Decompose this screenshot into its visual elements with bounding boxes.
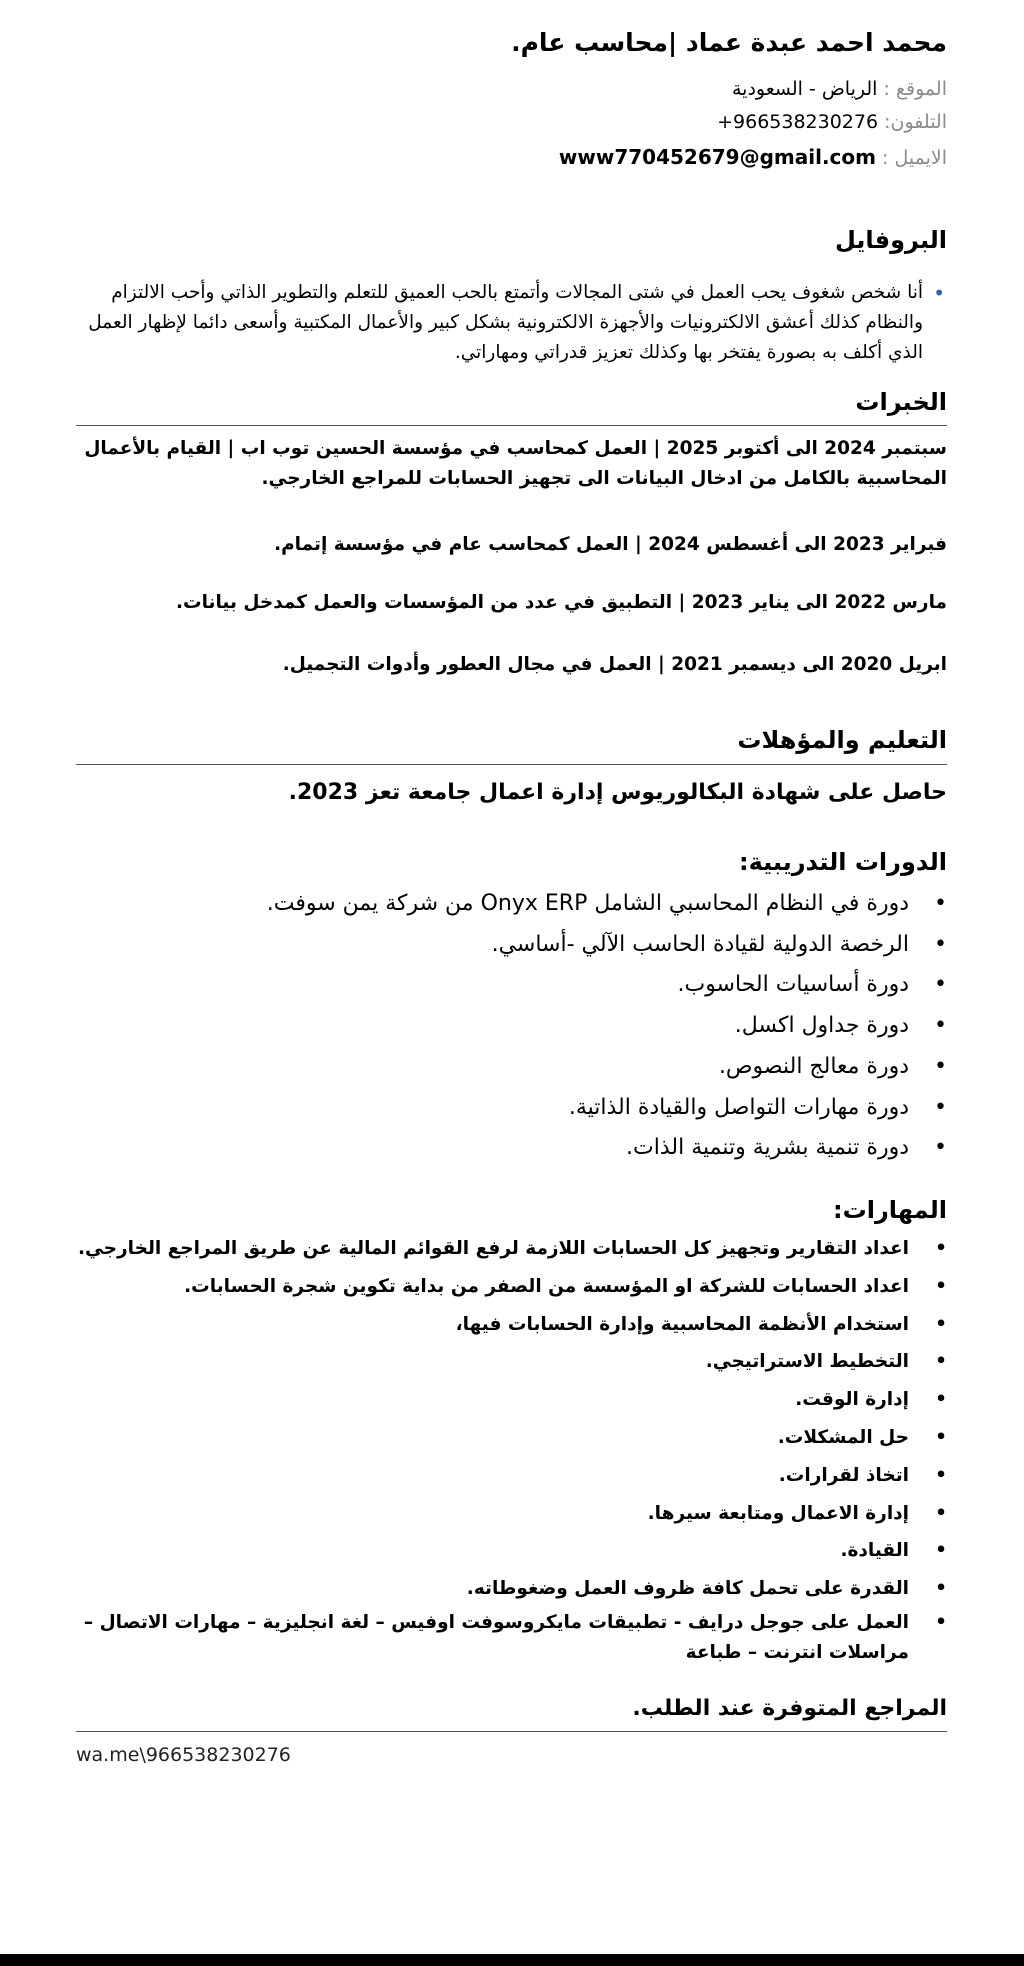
courses-title: الدورات التدريبية:: [738, 848, 947, 876]
skill-item: • استخدام الأنظمة المحاسبية وإدارة الحسابات فيها،: [76, 1306, 947, 1344]
course-item: • دورة معالج النصوص.: [267, 1047, 947, 1088]
skills-section: [76, 1230, 947, 1668]
profile-section: [76, 278, 947, 368]
course-item: • دورة في النظام المحاسبي الشامل Onyx ERP من شركة يمن سوفت.: [267, 884, 947, 925]
experience-item: ابريل 2020 الى ديسمبر 2021 | العمل في مجال العطور وأدوات التجميل.: [282, 654, 947, 675]
education-degree: حاصل على شهادة البكالوريوس إدارة اعمال جامعة تعز 2023.: [288, 780, 947, 805]
phone-line: [717, 111, 947, 133]
skill-item: • اعداد التقارير وتجهيز كل الحسابات اللازمة لرفع القوائم المالية عن طريق المراجع الخارجي.: [76, 1230, 947, 1268]
skill-item: • العمل على جوجل درايف - تطبيقات مايكروسوفت اوفيس – لغة انجليزية – مهارات الاتصال – مراسلات انترنت – طباعة: [76, 1608, 947, 1668]
phone-value: +966538230276: [717, 111, 879, 133]
resume-name: محمد احمد عبدة عماد |محاسب عام.: [511, 28, 947, 57]
skill-item: • إدارة الوقت.: [76, 1381, 947, 1419]
bottom-bar: [0, 1954, 1024, 1966]
email-label: الايميل :: [882, 147, 947, 169]
experience-item: سبتمبر 2024 الى أكتوبر 2025 | العمل كمحاسب في مؤسسة الحسين توب اب | القيام بالأعمال المحاسبية بالكامل من ادخال البيانات الى تجهيز الحسابات للمراجع الخارجي.: [84, 438, 947, 489]
course-item: • الرخصة الدولية لقيادة الحاسب الآلي -أساسي.: [267, 925, 947, 966]
courses-section: [267, 884, 947, 1169]
skill-item: • التخطيط الاستراتيجي.: [76, 1343, 947, 1381]
skill-item: • اتخاذ لقرارات.: [76, 1457, 947, 1495]
skills-title: المهارات:: [833, 1196, 947, 1224]
course-item: • دورة تنمية بشرية وتنمية الذات.: [267, 1128, 947, 1169]
location-line: [732, 78, 947, 100]
whatsapp-link[interactable]: wa.me\966538230276: [76, 1744, 291, 1766]
email-value[interactable]: www770452679@gmail.com: [558, 145, 876, 169]
skill-item: • القيادة.: [76, 1532, 947, 1570]
profile-text: • أنا شخص شغوف يحب العمل في شتى المجالات وأتمتع بالحب العميق للتعلم والتطوير الذاتي وأحب الالتزام والنظام كذلك أعشق الالكترونيات والأجهزة الالكترونية بشكل كبير والأعمال المكتبية وأسعى دائما لإظهار العمل الذي أكلف به بصورة يفتخر بها وكذلك تعزيز قدراتي ومهاراتي.: [76, 278, 923, 368]
course-item: • دورة أساسيات الحاسوب.: [267, 965, 947, 1006]
experience-title: الخبرات: [855, 388, 947, 416]
course-item: • دورة جداول اكسل.: [267, 1006, 947, 1047]
email-line: [559, 145, 947, 169]
education-title: التعليم والمؤهلات: [737, 726, 947, 754]
skill-item: • حل المشكلات.: [76, 1419, 947, 1457]
education-divider: [76, 764, 947, 765]
skill-item: • إدارة الاعمال ومتابعة سيرها.: [76, 1495, 947, 1533]
skill-item: • اعداد الحسابات للشركة او المؤسسة من الصفر من بداية تكوين شجرة الحسابات.: [76, 1268, 947, 1306]
skill-item: • القدرة على تحمل كافة ظروف العمل وضغوطاته.: [76, 1570, 947, 1608]
profile-title: البروفايل: [834, 226, 947, 254]
experience-divider: [76, 425, 947, 426]
references-divider: [76, 1731, 947, 1732]
references-text: المراجع المتوفرة عند الطلب.: [632, 1696, 947, 1721]
phone-label: التلفون:: [884, 111, 947, 133]
location-value: الرياض - السعودية: [731, 78, 878, 100]
location-label: الموقع :: [883, 78, 947, 100]
experience-item: مارس 2022 الى يناير 2023 | التطبيق في عدد من المؤسسات والعمل كمدخل بيانات.: [175, 592, 947, 613]
course-item: • دورة مهارات التواصل والقيادة الذاتية.: [267, 1088, 947, 1129]
experience-item: فبراير 2023 الى أغسطس 2024 | العمل كمحاسب عام في مؤسسة إتمام.: [274, 534, 947, 555]
